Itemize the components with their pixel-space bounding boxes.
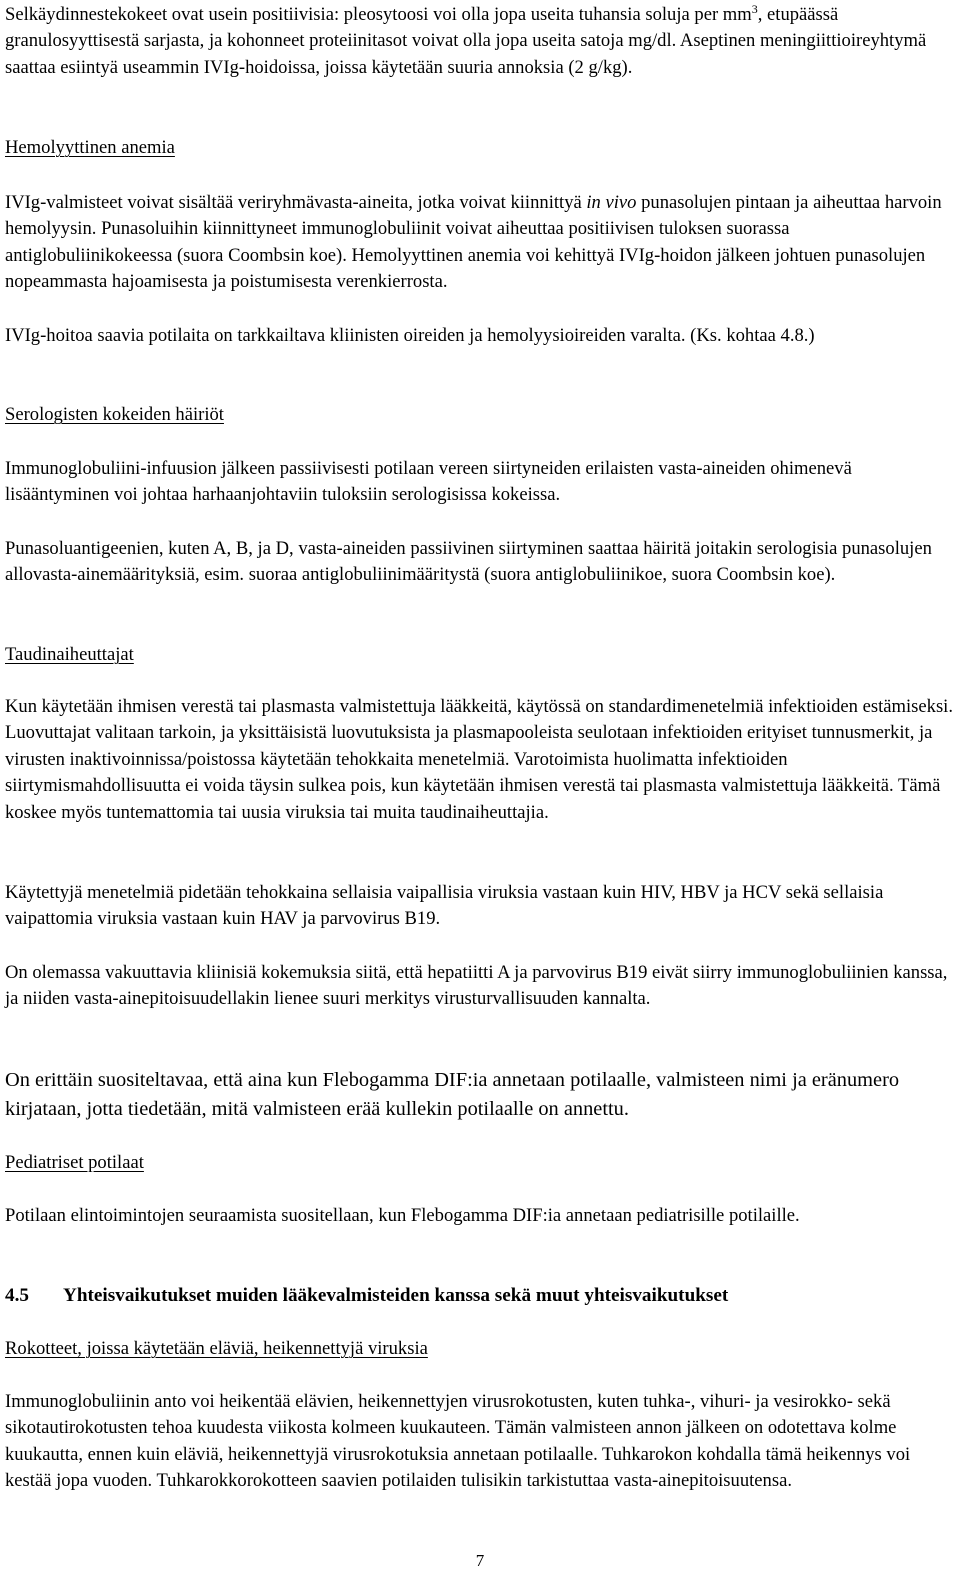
hemolysis-text-a: IVIg-valmisteet voivat sisältää veriryhmävasta-aineita, jotka voivat kiinnittyä: [5, 192, 587, 213]
hemolysis-paragraph-1: [5, 190, 953, 296]
serology-heading: Serologisten kokeiden häiriöt: [5, 404, 224, 425]
hemolysis-text-b: punasolujen pintaan ja aiheuttaa harvoin hemolyysin. Punasoluihin kiinnittyneet immunoglobuliinit voivat aiheuttaa positiivisen tuloksen suorassa antiglobuliinikokeessa (suora Coombsin koe). Hemolyyttinen anemia voi kehittyä IVIg-hoidon jälkeen johtuen punasolujen nopeammasta hajoamisesta ja poistumisesta verenkierrosta.: [5, 192, 942, 293]
vaccines-paragraph: Immunoglobuliinin anto voi heikentää elävien, heikennettyjen virusrokotusten, kuten tuhka-, vihuri- ja vesirokko- sekä sikotautirokotusten tehoa kuudesta viikosta kolmeen kuukauteen. Tämän valmisteen annon jälkeen on odotettava kolme kuukautta, ennen kuin eläviä, heikennettyjä virusrokotuksia annetaan potilaalle. Tuhkarokon kohdalla tämä heikennys voi kestää jopa vuoden. Tuhkarokkorokotteen saavien potilaiden tulisikin tarkistuttaa vasta-ainepitoisuutensa.: [5, 1391, 911, 1492]
pediatric-heading: Pediatriset potilaat: [5, 1152, 144, 1173]
pathogens-paragraph-4: On erittäin suositeltavaa, että aina kun Flebogamma DIF:ia annetaan potilaalle, valmisteen nimi ja eränumero kirjataan, jotta tiedetään, mitä valmisteen erää kullekin potilaalle on annettu.: [5, 1069, 900, 1120]
section-4-5-heading: [5, 1283, 953, 1309]
pathogens-paragraph-1: Kun käytetään ihmisen verestä tai plasmasta valmistettuja lääkkeitä, käytössä on standardimenetelmiä infektioiden estämiseksi. Luovuttajat valitaan tarkoin, ja yksittäisistä luovutuksista ja plasmapooleista seulotaan infektioiden erityiset tunnusmerkit, ja virusten inaktivoinnissa/poistossa käytetään tehokkaita menetelmiä. Varotoimista huolimatta infektioiden siirtymismahdollisuutta ei voida täysin sulkea pois, kun käytetään ihmisen verestä tai plasmasta valmistettuja lääkkeitä. Tämä koskee myös tuntemattomia tai uusia viruksia tai muita taudinaiheuttajia.: [5, 696, 953, 823]
pathogens-paragraph-2: Käytettyjä menetelmiä pidetään tehokkaina sellaisia vaipallisia viruksia vastaan kuin HIV, HBV ja HCV sekä sellaisia vaipattomia viruksia vastaan kuin HAV ja parvovirus B19.: [5, 882, 884, 930]
section-4-5-number: 4.5: [5, 1285, 29, 1306]
hemolysis-in-vivo: in vivo: [586, 192, 637, 213]
intro-paragraph: [5, 2, 953, 81]
page-number: 7: [475, 1551, 485, 1570]
hemolysis-heading: Hemolyyttinen anemia: [5, 137, 175, 158]
serology-paragraph-2: Punasoluantigeenien, kuten A, B, ja D, vasta-aineiden passiivinen siirtyminen saattaa häiritä joitakin serologisia punasolujen allovasta-ainemäärityksiä, esim. suoraa antiglobuliinimääritystä (suora antiglobuliinikoe, suora Coombsin koe).: [5, 538, 932, 586]
vaccines-heading: Rokotteet, joissa käytetään eläviä, heikennettyjä viruksia: [5, 1338, 428, 1359]
section-4-5-title: Yhteisvaikutukset muiden lääkevalmisteiden kanssa sekä muut yhteisvaikutukset: [63, 1285, 729, 1306]
pathogens-heading: Taudinaiheuttajat: [5, 644, 134, 665]
intro-text-b: , etupäässä granulosyyttisestä sarjasta, ja kohonneet proteiinitasot voivat olla jopa useita satoja mg/dl. Aseptinen meningiittioireyhtymä saattaa esiintyä useammin IVIg-hoidoissa, joissa käytetään suuria annoksia (2 g/kg).: [5, 4, 927, 78]
pediatric-paragraph: Potilaan elintoimintojen seuraamista suositellaan, kun Flebogamma DIF:ia annetaan pediatrisille potilaille.: [5, 1205, 800, 1226]
hemolysis-paragraph-2: IVIg-hoitoa saavia potilaita on tarkkailtava kliinisten oireiden ja hemolyysioireiden varalta. (Ks. kohtaa 4.8.): [5, 325, 815, 346]
serology-paragraph-1: Immunoglobuliini-infuusion jälkeen passiivisesti potilaan vereen siirtyneiden erilaisten vasta-aineiden ohimenevä lisääntyminen voi johtaa harhaanjohtaviin tuloksiin serologisissa kokeissa.: [5, 458, 852, 506]
intro-text-a: Selkäydinnestekokeet ovat usein positiivisia: pleosytoosi voi olla jopa useita tuhansia soluja per mm: [5, 4, 752, 25]
pathogens-paragraph-3: On olemassa vakuuttavia kliinisiä kokemuksia siitä, että hepatiitti A ja parvovirus B19 eivät siirry immunoglobuliinien kanssa, ja niiden vasta-ainepitoisuudellakin lienee suuri merkitys virusturvallisuuden kannalta.: [5, 962, 948, 1010]
intro-superscript: 3: [751, 1, 758, 16]
